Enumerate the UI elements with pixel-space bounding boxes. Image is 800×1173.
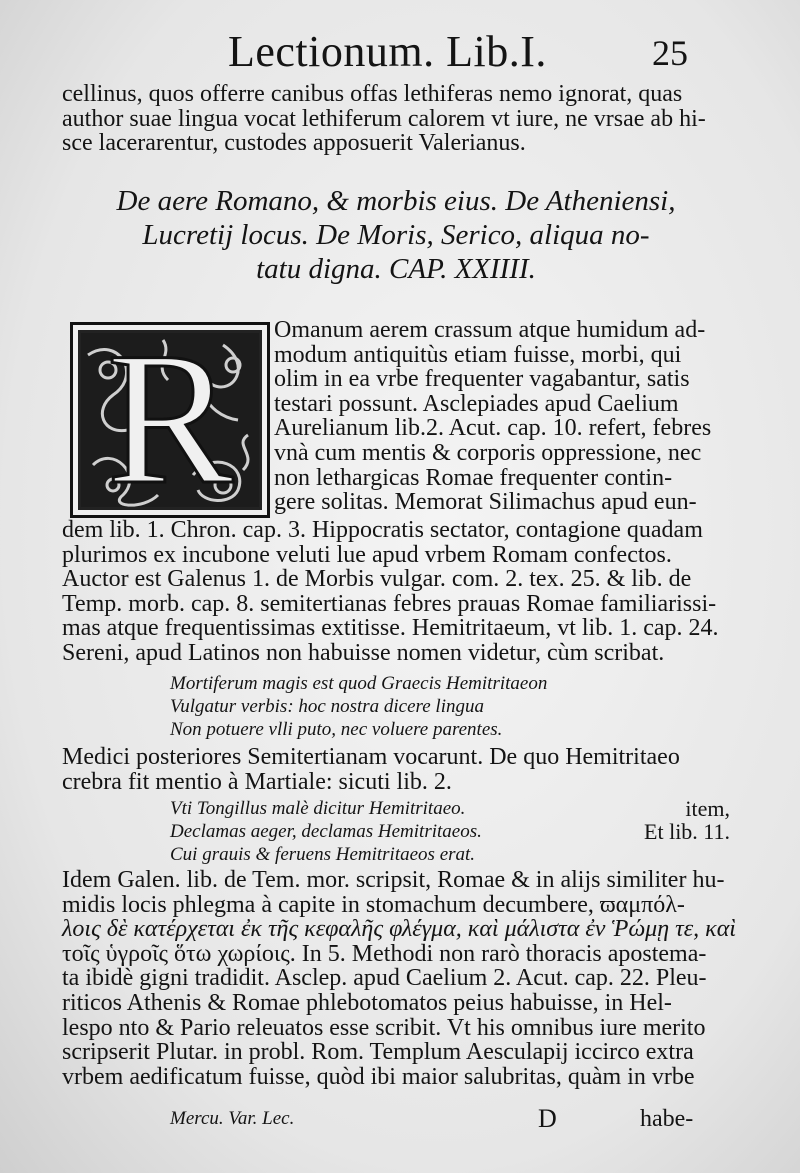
verse-quotation-martial bbox=[170, 797, 730, 866]
text-line: riticos Athenis & Romae phlebotomatos peius habuisse, in Hel- bbox=[62, 989, 672, 1016]
text-line: Auctor est Galenus 1. de Morbis vulgar. com. 2. tex. 25. & lib. de bbox=[62, 566, 692, 593]
greek-text-line: λοις δὲ κατέρχεται ἐκ τῆς κεφαλῆς φλέγμα, καὶ μάλιστα ἐν Ῥώμῃ τε, καὶ bbox=[62, 916, 736, 943]
paragraph-medici bbox=[62, 745, 730, 794]
heading-line: De aere Romano, & morbis eius. De Atheniensi, bbox=[116, 185, 676, 217]
text-line: olim in ea vrbe frequenter vagabantur, satis bbox=[274, 366, 690, 393]
page-footer bbox=[0, 1100, 800, 1140]
text-line: midis locis phlegma à capite in stomachum decumbere, ϖαμπόλ- bbox=[62, 891, 685, 918]
running-title: Lectionum. Lib.I. bbox=[228, 27, 547, 76]
signature-mark: D bbox=[538, 1104, 557, 1133]
text-line: sce lacerarentur, custodes apposuerit Valerianus. bbox=[62, 130, 526, 157]
verse-line: Vulgatur verbis: hoc nostra dicere lingua bbox=[170, 696, 484, 717]
paragraph-final bbox=[62, 867, 736, 1090]
verse-quotation-sereni bbox=[170, 672, 730, 741]
text-line: mas atque frequentissimas extitisse. Hemitritaeum, vt lib. 1. cap. 24. bbox=[62, 615, 719, 642]
verse-text: Vti Tongillus malè dicitur Hemitritaeo. bbox=[170, 798, 466, 819]
paragraph-main bbox=[62, 518, 730, 666]
text-line: Medici posteriores Semitertianam vocarunt. De quo Hemitritaeo bbox=[62, 744, 680, 770]
verse-reference: Et lib. 11. bbox=[644, 819, 730, 844]
text-line: vrbem aedificatum fuisse, quòd ibi maior salubritas, quàm in vrbe bbox=[62, 1063, 695, 1090]
text-line: Aurelianum lib.2. Acut. cap. 10. refert, febres bbox=[274, 415, 712, 442]
chapter-heading bbox=[62, 184, 730, 286]
heading-line: Lucretij locus. De Moris, Serico, aliqua no- bbox=[142, 219, 650, 251]
text-line: gere solitas. Memorat Silimachus apud eun- bbox=[274, 489, 697, 516]
text-line: modum antiquitùs etiam fuisse, morbi, qui bbox=[274, 341, 682, 368]
text-line: scripserit Plutar. in probl. Rom. Templum Aesculapij iccirco extra bbox=[62, 1039, 694, 1066]
top-paragraph bbox=[62, 82, 730, 156]
text-line: crebra fit mentio à Martiale: sicuti lib. 2. bbox=[62, 768, 452, 795]
text-line: Temp. morb. cap. 8. semitertianas febres prauas Romae familiarissi- bbox=[62, 590, 717, 617]
text-line: author suae lingua vocat lethiferum calorem vt iure, ne vrsae ab hi- bbox=[62, 105, 706, 132]
verse-line: Non potuere vlli puto, nec voluere parentes. bbox=[170, 719, 503, 740]
page-number: 25 bbox=[652, 33, 688, 73]
verse-reference: item, bbox=[685, 796, 730, 821]
verse-line: Mortiferum magis est quod Graecis Hemitritaeon bbox=[170, 673, 548, 694]
heading-line: tatu digna. CAP. XXIIII. bbox=[256, 253, 536, 285]
text-line: lespo nto & Pario releuatos esse scribit. Vt his omnibus iure merito bbox=[62, 1014, 706, 1041]
verse-text: Cui grauis & feruens Hemitritaeos erat. bbox=[170, 844, 476, 865]
text-line: Idem Galen. lib. de Tem. mor. scripsit, Romae & in alijs similiter hu- bbox=[62, 867, 725, 893]
text-line: non lethargicas Romae frequenter contin- bbox=[274, 464, 673, 491]
footer-title: Mercu. Var. Lec. bbox=[170, 1108, 295, 1129]
initial-letter: R bbox=[106, 322, 234, 518]
text-line: testari possunt. Asclepiades apud Caelium bbox=[274, 390, 679, 417]
verse-text: Declamas aeger, declamas Hemitritaeos. bbox=[170, 821, 482, 842]
decorated-initial bbox=[70, 322, 270, 518]
text-line: vnà cum mentis & corporis oppressione, nec bbox=[274, 439, 702, 466]
catchword: habe- bbox=[640, 1106, 694, 1132]
verse-line bbox=[170, 820, 730, 843]
text-line: ta ibidè gigni tradidit. Asclep. apud Caelium 2. Acut. cap. 22. Pleu- bbox=[62, 965, 707, 992]
text-line: cellinus, quos offerre canibus offas lethiferas nemo ignorat, quas bbox=[62, 81, 683, 107]
text-line: plurimos ex incubone veluti lue apud vrbem Romam confectos. bbox=[62, 541, 672, 568]
text-line: dem lib. 1. Chron. cap. 3. Hippocratis sectator, contagione quadam bbox=[62, 517, 703, 543]
page-header bbox=[0, 18, 800, 78]
verse-line bbox=[170, 843, 730, 866]
paragraph-beside-initial bbox=[274, 318, 730, 515]
text-line: Sereni, apud Latinos non habuisse nomen videtur, cùm scribat. bbox=[62, 639, 665, 666]
text-line: Omanum aerem crassum atque humidum ad- bbox=[274, 317, 706, 343]
text-line: τοῖς ὑγροῖς ὅτω χωρίοις. In 5. Methodi non rarò thoracis apostema- bbox=[62, 940, 707, 967]
verse-line bbox=[170, 797, 730, 820]
